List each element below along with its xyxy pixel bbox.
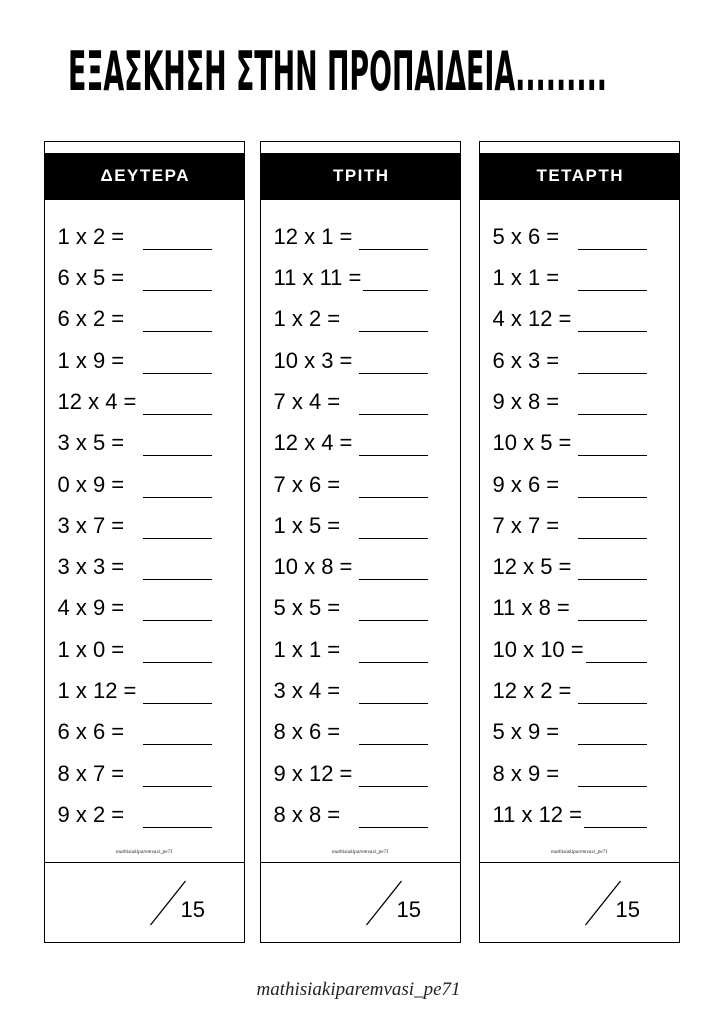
problem-row <box>274 678 428 704</box>
answer-blank <box>143 620 212 621</box>
problem-row <box>274 306 428 332</box>
problem-expression: 9 x 6 = <box>492 471 560 497</box>
problem-row <box>493 678 647 704</box>
day-header: ΤΡΙΤΗ <box>261 153 460 200</box>
problem-expression: 1 x 12 = <box>57 677 137 703</box>
day-header: ΔΕΥΤΕΡΑ <box>45 153 244 200</box>
problem-row <box>58 678 212 704</box>
score-slash-icon <box>480 864 679 942</box>
answer-blank <box>143 786 212 787</box>
problem-expression: 9 x 8 = <box>492 389 560 415</box>
answer-blank <box>359 579 428 580</box>
answer-blank <box>578 703 647 704</box>
answer-blank <box>359 249 428 250</box>
problem-expression: 11 x 11 = <box>273 265 362 291</box>
problem-expression: 4 x 9 = <box>57 595 125 621</box>
problem-expression: 1 x 2 = <box>273 306 341 332</box>
answer-blank <box>143 414 212 415</box>
answer-blank <box>143 455 212 456</box>
day-column-wednesday <box>479 141 680 943</box>
answer-blank <box>578 579 647 580</box>
problem-expression: 1 x 1 = <box>492 265 560 291</box>
day-column-tuesday <box>260 141 461 943</box>
score-total: 15 <box>615 896 640 922</box>
problem-expression: 0 x 9 = <box>57 471 125 497</box>
problem-expression: 12 x 5 = <box>492 554 572 580</box>
answer-blank <box>578 744 647 745</box>
problem-expression: 8 x 8 = <box>273 801 341 827</box>
answer-blank <box>578 786 647 787</box>
answer-blank <box>578 497 647 498</box>
problem-expression: 12 x 4 = <box>57 389 137 415</box>
problem-row <box>493 430 647 456</box>
answer-blank <box>578 538 647 539</box>
answer-blank <box>359 703 428 704</box>
problem-expression: 10 x 8 = <box>273 554 353 580</box>
problem-row <box>493 389 647 415</box>
answer-blank <box>143 538 212 539</box>
answer-blank <box>359 497 428 498</box>
answer-blank <box>578 373 647 374</box>
problem-expression: 8 x 6 = <box>273 719 341 745</box>
problem-expression: 3 x 5 = <box>57 430 125 456</box>
title-banner <box>0 0 724 110</box>
problem-list <box>58 224 212 828</box>
answer-blank <box>359 827 428 828</box>
problem-row <box>493 472 647 498</box>
problem-expression: 10 x 5 = <box>492 430 572 456</box>
answer-blank <box>143 662 212 663</box>
problem-row <box>58 637 212 663</box>
answer-blank <box>143 373 212 374</box>
problem-expression: 9 x 12 = <box>273 760 353 786</box>
column-watermark: mathisiakiparemvasi_pe71 <box>551 849 608 855</box>
answer-blank <box>143 331 212 332</box>
problem-row <box>58 802 212 828</box>
problem-row <box>274 430 428 456</box>
answer-blank <box>578 455 647 456</box>
answer-blank <box>143 290 212 291</box>
answer-blank <box>578 249 647 250</box>
problem-expression: 9 x 2 = <box>57 801 125 827</box>
problem-row <box>493 306 647 332</box>
problem-expression: 5 x 5 = <box>273 595 341 621</box>
problem-expression: 7 x 6 = <box>273 471 341 497</box>
problem-row <box>493 802 647 828</box>
answer-blank <box>359 331 428 332</box>
problem-expression: 11 x 8 = <box>492 595 570 621</box>
problem-row <box>274 802 428 828</box>
problem-row <box>274 637 428 663</box>
answer-blank <box>584 827 647 828</box>
problem-expression: 6 x 5 = <box>57 265 125 291</box>
answer-blank <box>359 538 428 539</box>
problem-row <box>58 389 212 415</box>
problem-expression: 6 x 3 = <box>492 347 560 373</box>
answer-blank <box>143 579 212 580</box>
problem-expression: 10 x 10 = <box>492 636 584 662</box>
problem-row <box>58 348 212 374</box>
problem-expression: 1 x 2 = <box>57 223 125 249</box>
answer-blank <box>359 662 428 663</box>
problem-row <box>58 472 212 498</box>
problem-expression: 4 x 12 = <box>492 306 572 332</box>
day-column-monday <box>44 141 245 943</box>
problem-expression: 6 x 6 = <box>57 719 125 745</box>
problem-row <box>274 265 428 291</box>
problem-row <box>58 761 212 787</box>
score-total: 15 <box>396 896 421 922</box>
column-watermark: mathisiakiparemvasi_pe71 <box>116 849 173 855</box>
answer-blank <box>143 744 212 745</box>
problem-expression: 6 x 2 = <box>57 306 125 332</box>
problem-expression: 3 x 4 = <box>273 677 341 703</box>
answer-blank <box>143 703 212 704</box>
problem-row <box>493 348 647 374</box>
problem-row <box>493 513 647 539</box>
answer-blank <box>363 290 427 291</box>
footer-signature: mathisiakiparemvasi_pe71 <box>256 978 461 1000</box>
problem-row <box>274 761 428 787</box>
problem-row <box>274 389 428 415</box>
problem-row <box>274 554 428 580</box>
answer-blank <box>586 662 647 663</box>
problem-row <box>58 554 212 580</box>
problem-row <box>493 554 647 580</box>
problem-list <box>493 224 647 828</box>
problem-row <box>493 595 647 621</box>
problem-row <box>493 224 647 250</box>
problem-row <box>493 265 647 291</box>
score-box <box>261 864 460 943</box>
problem-row <box>274 348 428 374</box>
problem-row <box>58 224 212 250</box>
problem-expression: 1 x 5 = <box>273 512 341 538</box>
problem-expression: 12 x 1 = <box>273 223 353 249</box>
problem-row <box>274 224 428 250</box>
answer-blank <box>578 331 647 332</box>
problem-row <box>493 719 647 745</box>
problem-list <box>274 224 428 828</box>
problem-expression: 3 x 7 = <box>57 512 125 538</box>
score-slash-icon <box>261 864 460 942</box>
answer-blank <box>359 786 428 787</box>
score-slash-icon <box>45 864 244 942</box>
problem-row <box>274 513 428 539</box>
answer-blank <box>143 497 212 498</box>
answer-blank <box>578 620 647 621</box>
problem-expression: 1 x 1 = <box>273 636 341 662</box>
problem-row <box>58 306 212 332</box>
page-title: ΕΞΑΣΚΗΣΗ ΣΤΗΝ ΠΡΟΠΑΙΔΕΙΑ......... <box>68 40 607 103</box>
problem-expression: 3 x 3 = <box>57 554 125 580</box>
answer-blank <box>143 249 212 250</box>
problem-row <box>493 761 647 787</box>
answer-blank <box>359 620 428 621</box>
problem-row <box>274 719 428 745</box>
problem-row <box>58 595 212 621</box>
problem-expression: 12 x 4 = <box>273 430 353 456</box>
problem-expression: 7 x 4 = <box>273 389 341 415</box>
problem-expression: 12 x 2 = <box>492 677 572 703</box>
day-header: ΤΕΤΑΡΤΗ <box>480 153 679 200</box>
answer-blank <box>359 744 428 745</box>
problem-expression: 5 x 9 = <box>492 719 560 745</box>
problem-expression: 7 x 7 = <box>492 512 560 538</box>
answer-blank <box>359 373 428 374</box>
problem-expression: 10 x 3 = <box>273 347 353 373</box>
problem-expression: 8 x 7 = <box>57 760 125 786</box>
answer-blank <box>143 827 212 828</box>
problem-row <box>274 595 428 621</box>
answer-blank <box>578 290 647 291</box>
answer-blank <box>578 414 647 415</box>
problem-expression: 1 x 0 = <box>57 636 125 662</box>
problem-row <box>58 265 212 291</box>
answer-blank <box>359 414 428 415</box>
problem-expression: 1 x 9 = <box>57 347 125 373</box>
problem-row <box>274 472 428 498</box>
score-box <box>45 864 244 943</box>
problem-expression: 8 x 9 = <box>492 760 560 786</box>
score-total: 15 <box>180 896 205 922</box>
problem-row <box>493 637 647 663</box>
problem-row <box>58 719 212 745</box>
problem-expression: 5 x 6 = <box>492 223 560 249</box>
column-watermark: mathisiakiparemvasi_pe71 <box>332 849 389 855</box>
problem-row <box>58 430 212 456</box>
score-box <box>480 864 679 943</box>
answer-blank <box>359 455 428 456</box>
problem-expression: 11 x 12 = <box>492 801 582 827</box>
problem-row <box>58 513 212 539</box>
